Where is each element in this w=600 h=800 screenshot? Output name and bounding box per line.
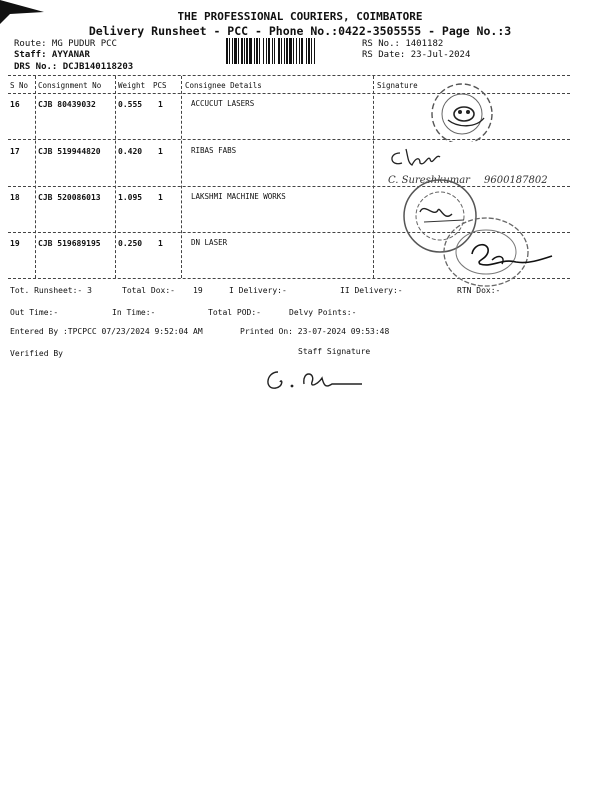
row-pcs: 1	[158, 100, 163, 109]
col-header-sno: S No	[10, 81, 29, 90]
col-header-signature: Signature	[377, 81, 418, 90]
company-stamp	[418, 78, 504, 142]
handwritten-phone: 9600187802	[484, 175, 548, 186]
row-weight: 0.250	[118, 239, 143, 248]
verified-by: Verified By	[10, 349, 63, 358]
rs-number: RS No.: 1401182	[362, 39, 444, 49]
row-consignment: CJB 80439032	[38, 100, 96, 109]
row-sno: 19	[10, 239, 20, 248]
row-pcs: 1	[158, 239, 163, 248]
staff-label: Staff: AYYANAR	[14, 50, 90, 60]
row-weight: 0.555	[118, 100, 143, 109]
tot-runsheet: Tot. Runsheet:- 3	[10, 286, 92, 295]
column-divider	[373, 76, 374, 278]
row-consignment: CJB 520086013	[38, 193, 101, 202]
row-consignment: CJB 519689195	[38, 239, 101, 248]
column-divider	[181, 76, 182, 278]
row-sno: 17	[10, 147, 20, 156]
drs-number: DRS No.: DCJB140118203	[14, 62, 134, 72]
column-divider	[115, 76, 116, 278]
route-label: Route: MG PUDUR PCC	[14, 39, 117, 49]
row-weight: 0.420	[118, 147, 143, 156]
total-dox-label: Total Dox:-	[122, 286, 175, 295]
column-divider	[35, 76, 36, 278]
runsheet-title: Delivery Runsheet - PCC - Phone No.:0422-3505555 - Page No.:3	[88, 24, 512, 38]
col-header-pcs: PCS	[153, 81, 167, 90]
staff-signature-label: Staff Signature	[298, 347, 371, 356]
row-consignment: CJB 519944820	[38, 147, 101, 156]
row-consignee: DN LASER	[191, 238, 228, 247]
total-pod: Total POD:-	[208, 308, 261, 317]
row-consignee: LAKSHMI MACHINE WORKS	[191, 192, 286, 201]
row-weight: 1.095	[118, 193, 143, 202]
rtn-dox: RTN Dox:-	[457, 286, 501, 295]
delvy-points: Delvy Points:-	[289, 308, 357, 317]
row-consignee: ACCUCUT LASERS	[191, 99, 255, 108]
barcode	[226, 38, 354, 64]
row-sno: 18	[10, 193, 20, 202]
i-delivery: I Delivery:-	[229, 286, 287, 295]
entered-by: Entered By :TPCPCC 07/23/2024 9:52:04 AM	[10, 327, 203, 336]
printed-on: Printed On: 23-07-2024 09:53:48	[240, 327, 390, 336]
total-dox-value: 19	[193, 286, 203, 295]
col-header-consignment: Consignment No	[38, 81, 102, 90]
signature-mark	[386, 143, 446, 173]
ii-delivery: II Delivery:-	[340, 286, 403, 295]
row-pcs: 1	[158, 193, 163, 202]
col-header-weight: Weight	[118, 81, 146, 90]
rs-date: RS Date: 23-Jul-2024	[362, 50, 471, 60]
company-title: THE PROFESSIONAL COURIERS, COIMBATORE	[177, 10, 423, 23]
row-consignee: RIBAS FABS	[191, 146, 237, 155]
out-time: Out Time:-	[10, 308, 59, 317]
staff-signature-mark	[262, 364, 366, 396]
col-header-consignee: Consignee Details	[185, 81, 262, 90]
in-time: In Time:-	[112, 308, 156, 317]
row-pcs: 1	[158, 147, 163, 156]
handwritten-name: C. Sureshkumar	[388, 175, 470, 186]
table-top-rule	[8, 75, 570, 76]
row-sno: 16	[10, 100, 20, 109]
company-stamp	[436, 212, 556, 290]
